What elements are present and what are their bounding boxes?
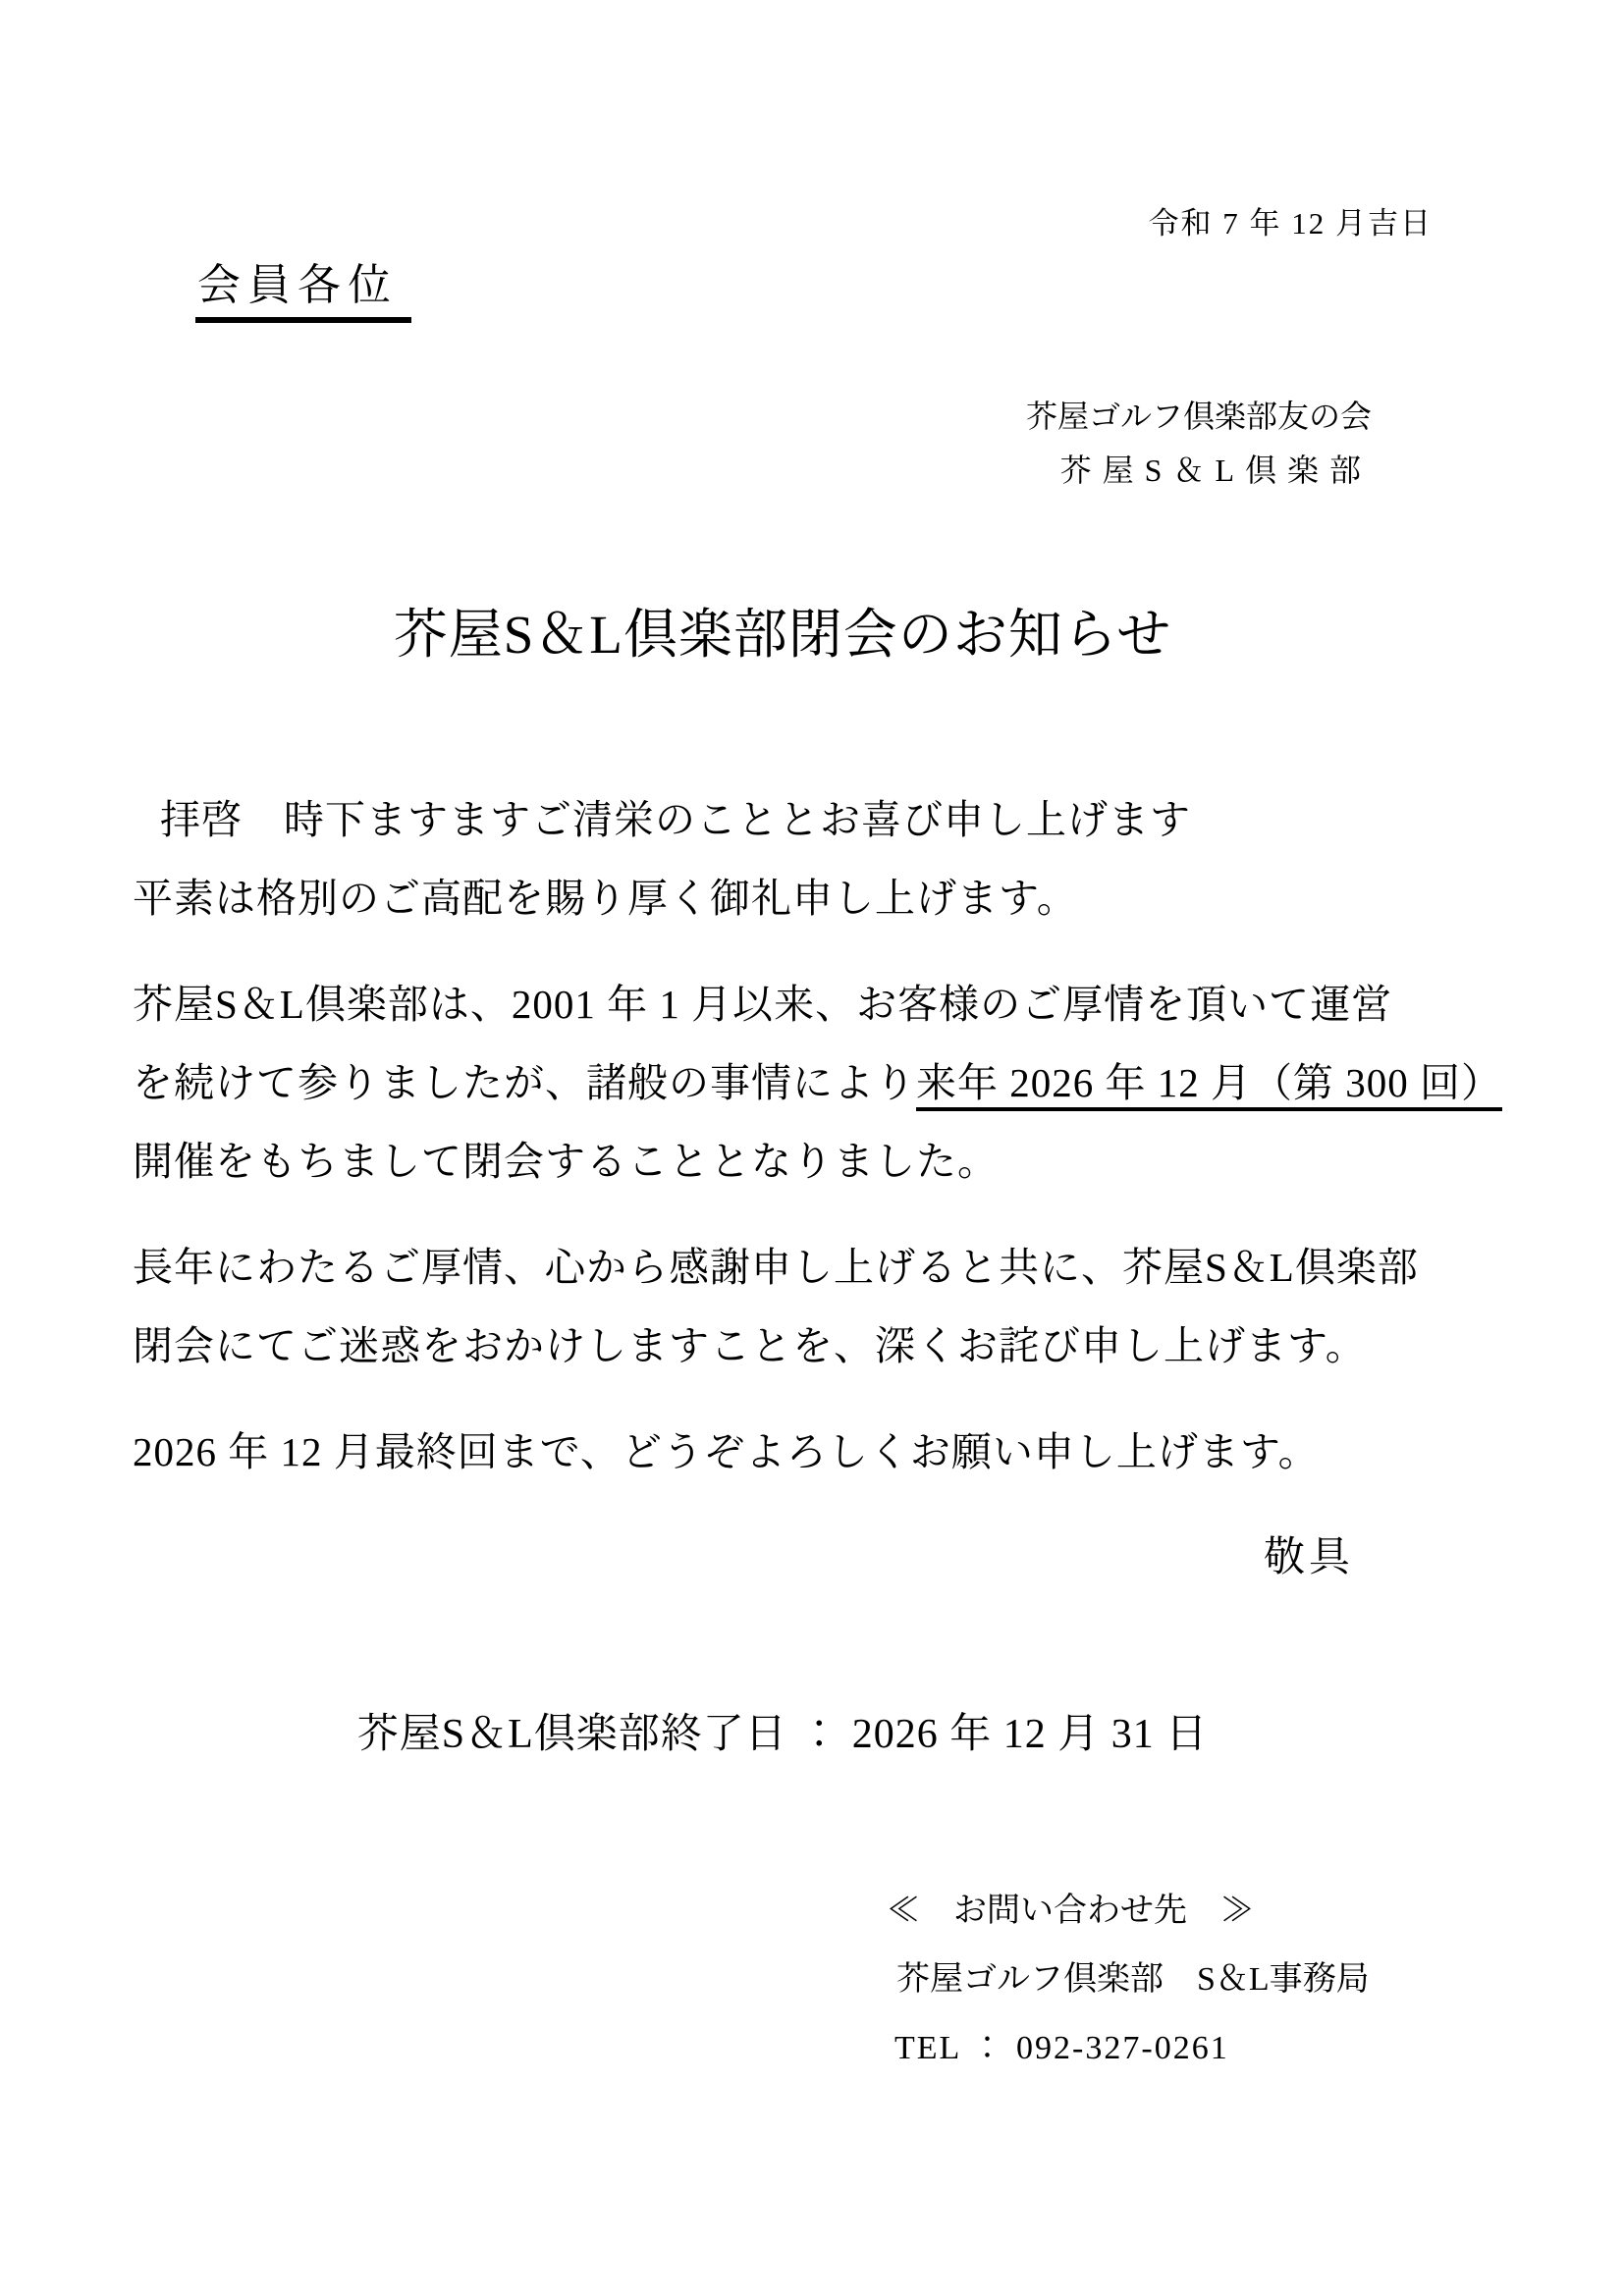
recipient: 会員各位: [195, 260, 411, 323]
sender-block: [133, 390, 1433, 498]
request-line-1: 2026 年 12 月最終回まで、どうぞよろしくお願い申し上げます。: [133, 1429, 1320, 1474]
underlined-final-event-date: 来年 2026 年 12 月（第 300 回）: [916, 1060, 1502, 1111]
paragraph-greeting: [133, 780, 1433, 937]
letter-body: [133, 780, 1502, 1491]
contact-organization: 芥屋ゴルフ倶楽部 S＆L事務局: [896, 1961, 1370, 1998]
announcement-line-2: [133, 1043, 1502, 1122]
issue-date: 令和 7 年 12 月吉日: [1148, 206, 1433, 240]
recipient-row: [195, 260, 1433, 323]
paragraph-announcement: [133, 965, 1502, 1201]
greeting-line-1: 拝啓 時下ますますご清栄のこととお喜び申し上げます: [160, 797, 1191, 842]
greeting-line-2: 平素は格別のご高配を賜り厚く御礼申し上げます。: [133, 876, 1078, 921]
sender-line-sl-club: 芥屋S＆L倶楽部: [1059, 453, 1372, 488]
paragraph-gratitude: [133, 1228, 1433, 1385]
contact-header: ≪ お問い合わせ先 ≫: [887, 1893, 1254, 1929]
closing-word: 敬具: [1263, 1535, 1354, 1580]
announcement-line-2-text: を続けて参りましたが、諸般の事情により: [133, 1060, 916, 1105]
sender-line-friends-club: 芥屋ゴルフ倶楽部友の会: [1025, 399, 1372, 434]
announcement-line-1: 芥屋S＆L倶楽部は、2001 年 1 月以来、お客様のご厚情を頂いて運営: [133, 982, 1393, 1027]
club-end-date-line: 芥屋S＆L倶楽部終了日 ： 2026 年 12 月 31 日: [356, 1712, 1209, 1757]
announcement-line-3: 開催をもちまして閉会することとなりました。: [133, 1139, 999, 1184]
gratitude-line-1: 長年にわたるご厚情、心から感謝申し上げると共に、芥屋S＆L倶楽部: [133, 1245, 1419, 1290]
paragraph-request: [133, 1413, 1433, 1491]
letter-title: 芥屋S＆L倶楽部閉会のお知らせ: [393, 605, 1172, 665]
contact-phone: TEL ： 092-327-0261: [894, 2030, 1229, 2066]
contact-block: [887, 1877, 1433, 2083]
gratitude-line-2: 閉会にてご迷惑をおかけしますことを、深くお詫び申し上げます。: [133, 1323, 1367, 1368]
